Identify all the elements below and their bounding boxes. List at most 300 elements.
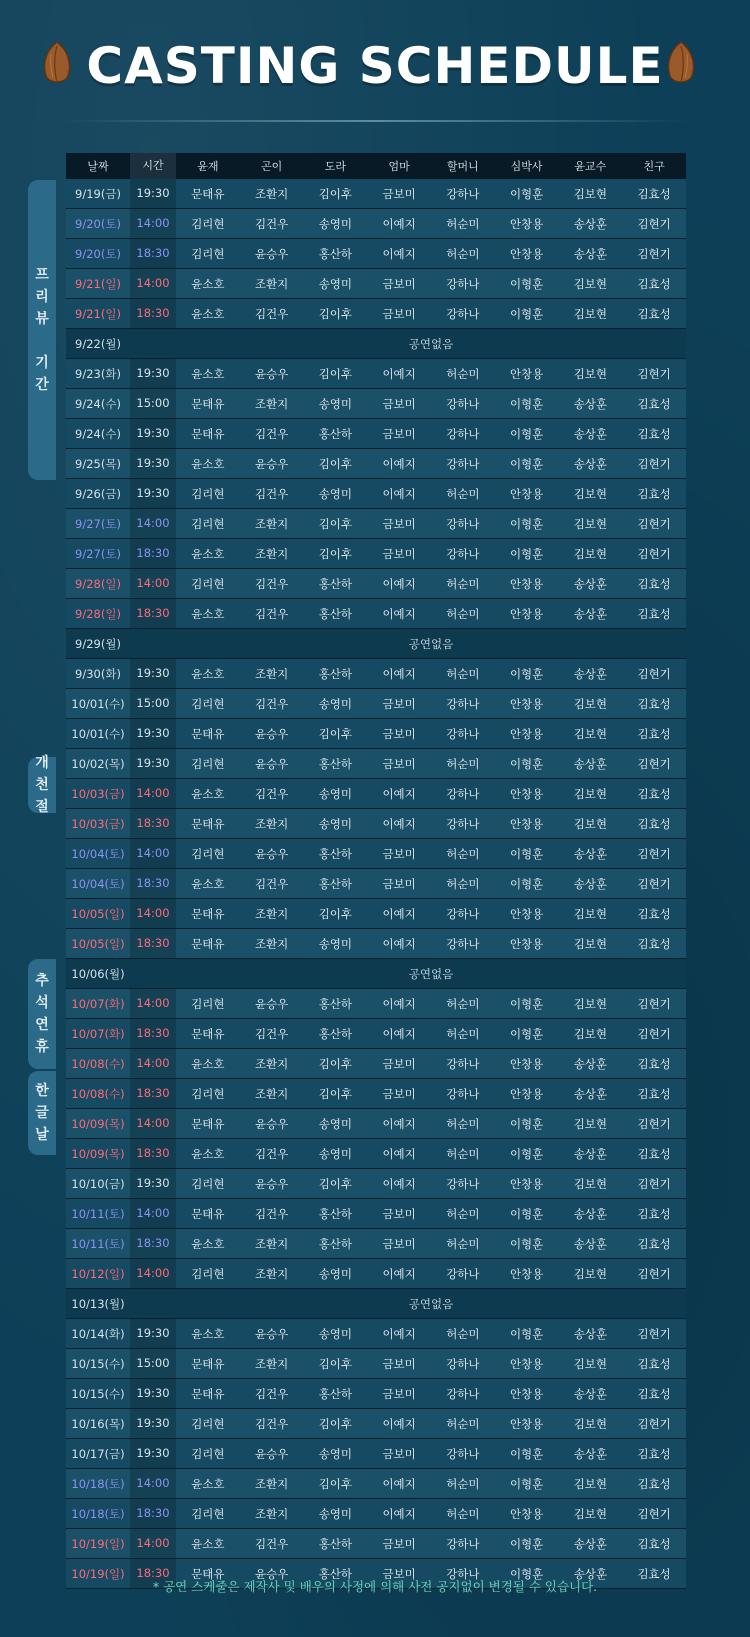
cast-cell: 김현기 [637,876,671,891]
period-label-char: 한 [35,1083,49,1099]
date-cell: 9/20(토) [75,246,121,261]
cast-cell: 강하나 [446,1056,480,1071]
time-cell: 18:30 [130,239,176,268]
cast-cell: 송영미 [318,1266,353,1281]
cast-cell: 송상훈 [573,576,608,591]
date-cell: 10/09(목) [71,1116,125,1131]
cast-cell: 조환지 [254,816,289,831]
table-row [66,1049,686,1079]
no-show-label: 공연없음 [408,336,454,351]
cast-cell: 송영미 [318,786,353,801]
table-row [66,1349,686,1379]
cast-cell: 이형훈 [509,186,544,201]
divider [60,120,690,122]
cast-cell: 금보미 [382,846,416,861]
cast-cell: 강하나 [446,906,480,921]
period-label-char: 간 [35,377,49,393]
cast-cell: 김보현 [573,1416,608,1431]
cast-cell: 허순미 [446,846,480,861]
cast-cell: 이형훈 [509,846,544,861]
cast-cell: 금보미 [382,396,416,411]
cast-cell: 김보현 [573,366,608,381]
date-cell: 9/22(월) [75,336,121,351]
cast-cell: 홍산하 [318,606,353,621]
period-label-char: 절 [35,799,49,815]
time-cell [130,959,176,988]
cast-cell: 송영미 [318,1506,353,1521]
cast-cell: 김건우 [254,876,289,891]
almond-icon [664,40,698,88]
cast-cell: 김이후 [318,1356,353,1371]
cast-cell: 이예지 [382,816,416,831]
time-cell: 19:30 [130,1379,176,1408]
time-cell: 14:00 [130,209,176,238]
header [0,30,750,102]
cast-cell: 안창용 [509,1056,544,1071]
cast-cell: 이예지 [382,1326,416,1341]
cast-cell: 강하나 [446,816,480,831]
cast-cell: 금보미 [382,1236,416,1251]
cast-cell: 김리현 [191,486,225,501]
time-cell: 18:30 [130,1229,176,1258]
table-row [66,1109,686,1139]
cast-cell: 윤소호 [191,1476,225,1491]
cast-cell: 문태유 [191,396,225,411]
cast-cell: 이형훈 [509,756,544,771]
time-cell: 14:00 [130,1199,176,1228]
cast-cell: 조환지 [254,546,289,561]
date-cell: 10/18(토) [71,1476,125,1491]
cast-cell: 송상훈 [573,1086,608,1101]
cast-cell: 강하나 [446,786,480,801]
time-cell: 14:00 [130,569,176,598]
table-row [66,539,686,569]
time-cell: 14:00 [130,899,176,928]
cast-cell: 김보현 [573,1026,608,1041]
table-row [66,1259,686,1289]
time-cell: 19:30 [130,179,176,208]
cast-cell: 허순미 [446,606,480,621]
cast-cell: 문태유 [191,1386,225,1401]
cast-cell: 김리현 [191,1176,225,1191]
table-row [66,419,686,449]
table-row [66,1499,686,1529]
cast-cell: 윤승우 [254,726,289,741]
cast-cell: 김보현 [573,906,608,921]
cast-cell: 윤승우 [254,756,289,771]
time-cell: 18:30 [130,1559,176,1588]
cast-cell: 안창용 [509,1386,544,1401]
date-cell: 9/28(일) [75,606,121,621]
cast-cell: 송영미 [318,1146,353,1161]
table-row [66,1379,686,1409]
cast-cell: 문태유 [191,1026,225,1041]
cast-cell: 이형훈 [509,1236,544,1251]
time-cell: 18:30 [130,869,176,898]
cast-cell: 윤소호 [191,366,225,381]
cast-cell: 홍산하 [318,576,353,591]
cast-cell: 김건우 [254,606,289,621]
cast-cell: 송상훈 [573,1386,608,1401]
cast-cell: 김리현 [191,216,225,231]
time-cell: 19:30 [130,719,176,748]
cast-cell: 안창용 [509,1176,544,1191]
time-cell: 19:30 [130,659,176,688]
cast-cell: 송상훈 [573,1446,608,1461]
cast-cell: 김보현 [573,516,608,531]
cast-cell: 김이후 [318,726,353,741]
cast-cell: 허순미 [446,1206,480,1221]
cast-cell: 이형훈 [509,1536,544,1551]
date-cell: 10/06(월) [71,966,125,981]
cast-cell: 문태유 [191,936,225,951]
cast-cell: 김건우 [254,696,289,711]
cast-cell: 김보현 [573,276,608,291]
cast-cell: 허순미 [446,1326,480,1341]
cast-cell: 김효성 [637,1356,671,1371]
cast-cell: 안창용 [509,786,544,801]
table-row [66,989,686,1019]
date-cell: 9/23(화) [75,366,121,381]
date-cell: 10/14(화) [71,1326,125,1341]
time-cell: 19:30 [130,1439,176,1468]
cast-cell: 김이후 [318,1416,353,1431]
date-cell: 10/19(일) [71,1536,125,1551]
cast-cell: 허순미 [446,366,480,381]
cast-cell: 김이후 [318,456,353,471]
cast-cell: 김리현 [191,696,225,711]
cast-cell: 금보미 [382,726,416,741]
cast-cell: 윤소호 [191,1146,225,1161]
cast-cell: 김보현 [573,996,608,1011]
date-cell: 10/07(화) [71,996,125,1011]
cast-cell: 김현기 [637,216,671,231]
table-row [66,839,686,869]
cast-cell: 강하나 [446,1086,480,1101]
cast-cell: 김현기 [637,516,671,531]
date-cell: 10/03(금) [71,786,125,801]
period-label-char: 휴 [35,1039,49,1055]
table-row [66,1019,686,1049]
cast-cell: 이예지 [382,576,416,591]
date-cell: 10/10(금) [71,1176,125,1191]
date-cell: 10/02(목) [71,756,125,771]
cast-cell: 김현기 [637,1506,671,1521]
cast-cell: 조환지 [254,1476,289,1491]
cast-cell: 송상훈 [573,1056,608,1071]
time-cell: 18:30 [130,929,176,958]
period-label-char: 뷰 [35,311,49,327]
cast-cell: 금보미 [382,1386,416,1401]
cast-cell: 김효성 [637,396,671,411]
cast-cell: 송상훈 [573,426,608,441]
period-label-char: 리 [35,289,49,305]
cast-cell: 김보현 [573,306,608,321]
cast-cell: 김리현 [191,1506,225,1521]
date-cell: 10/08(수) [71,1086,125,1101]
cast-cell: 김보현 [573,936,608,951]
cast-cell: 김건우 [254,1416,289,1431]
cast-cell: 금보미 [382,1086,416,1101]
cast-cell: 조환지 [254,1056,289,1071]
period-label-char: 석 [35,995,49,1011]
cast-cell: 김건우 [254,1536,289,1551]
table-row [66,1469,686,1499]
header-role: 윤재 [197,160,219,173]
cast-cell: 김이후 [318,1056,353,1071]
cast-cell: 윤소호 [191,456,225,471]
cast-cell: 조환지 [254,936,289,951]
cast-cell: 강하나 [446,696,480,711]
cast-cell: 안창용 [509,216,544,231]
cast-cell: 강하나 [446,936,480,951]
cast-cell: 안창용 [509,936,544,951]
cast-cell: 김효성 [637,786,671,801]
cast-cell: 안창용 [509,696,544,711]
table-header [66,153,686,179]
time-cell: 14:00 [130,989,176,1018]
cast-cell: 김효성 [637,1536,671,1551]
cast-cell: 홍산하 [318,1386,353,1401]
header-date: 날짜 [87,160,109,173]
cast-cell: 이형훈 [509,666,544,681]
cast-cell: 이형훈 [509,276,544,291]
cast-cell: 송영미 [318,1116,353,1131]
cast-cell: 김이후 [318,186,353,201]
cast-cell: 금보미 [382,1446,416,1461]
cast-cell: 조환지 [254,276,289,291]
period-label-char: 추 [35,973,49,989]
cast-cell: 안창용 [509,1356,544,1371]
cast-cell: 김리현 [191,756,225,771]
cast-cell: 김효성 [637,816,671,831]
time-cell: 19:30 [130,359,176,388]
period-label [28,959,56,1069]
time-cell: 19:30 [130,1409,176,1438]
date-cell: 9/25(목) [75,456,121,471]
cast-cell: 송상훈 [573,1326,608,1341]
cast-cell: 김효성 [637,1056,671,1071]
table-row [66,1529,686,1559]
table-row [66,749,686,779]
time-cell: 14:00 [130,1259,176,1288]
time-cell: 15:00 [130,689,176,718]
cast-cell: 홍산하 [318,1026,353,1041]
cast-cell: 안창용 [509,1416,544,1431]
cast-cell: 조환지 [254,666,289,681]
time-cell: 14:00 [130,1469,176,1498]
table-row [66,1289,686,1319]
cast-cell: 윤승우 [254,1326,289,1341]
time-cell: 18:30 [130,809,176,838]
cast-cell: 송영미 [318,816,353,831]
period-label-char: 천 [35,777,49,793]
cast-cell: 이형훈 [509,996,544,1011]
date-cell: 10/13(월) [71,1296,125,1311]
cast-cell: 조환지 [254,1266,289,1281]
time-cell: 14:00 [130,839,176,868]
cast-cell: 김현기 [637,1266,671,1281]
cast-cell: 김건우 [254,486,289,501]
cast-cell: 강하나 [446,276,480,291]
time-cell: 19:30 [130,749,176,778]
cast-cell: 안창용 [509,366,544,381]
table-row [66,1409,686,1439]
cast-cell: 김보현 [573,546,608,561]
cast-cell: 강하나 [446,426,480,441]
cast-cell: 김현기 [637,366,671,381]
cast-cell: 송영미 [318,936,353,951]
cast-cell: 김효성 [637,1386,671,1401]
cast-cell: 윤소호 [191,786,225,801]
cast-cell: 조환지 [254,516,289,531]
cast-cell: 김이후 [318,366,353,381]
cast-cell: 이형훈 [509,516,544,531]
cast-cell: 윤승우 [254,246,289,261]
table-row [66,929,686,959]
cast-cell: 송상훈 [573,606,608,621]
table-row [66,1199,686,1229]
cast-cell: 이예지 [382,246,416,261]
cast-cell: 이예지 [382,1416,416,1431]
cast-cell: 김건우 [254,426,289,441]
time-cell: 14:00 [130,1529,176,1558]
date-cell: 10/09(목) [71,1146,125,1161]
cast-cell: 송상훈 [573,756,608,771]
cast-cell: 홍산하 [318,876,353,891]
cast-cell: 김건우 [254,786,289,801]
cast-cell: 김보현 [573,696,608,711]
cast-cell: 김현기 [637,1116,671,1131]
cast-cell: 강하나 [446,396,480,411]
cast-cell: 김효성 [637,1476,671,1491]
header-role: 윤교수 [574,160,607,173]
cast-cell: 안창용 [509,726,544,741]
cast-cell: 송상훈 [573,396,608,411]
date-cell: 9/24(수) [75,426,121,441]
date-cell: 10/05(일) [71,906,125,921]
cast-cell: 문태유 [191,816,225,831]
table-body [66,179,686,1589]
cast-cell: 금보미 [382,756,416,771]
cast-cell: 송영미 [318,396,353,411]
date-cell: 9/21(일) [75,276,121,291]
cast-cell: 김리현 [191,576,225,591]
cast-cell: 금보미 [382,876,416,891]
cast-cell: 허순미 [446,666,480,681]
cast-cell: 이형훈 [509,456,544,471]
cast-cell: 안창용 [509,906,544,921]
table-row [66,209,686,239]
table-row [66,659,686,689]
cast-cell: 김보현 [573,486,608,501]
cast-cell: 금보미 [382,696,416,711]
cast-cell: 이형훈 [509,546,544,561]
cast-cell: 송상훈 [573,1206,608,1221]
period-label [28,180,56,480]
cast-cell: 이예지 [382,366,416,381]
cast-cell: 송상훈 [573,456,608,471]
header-role: 친구 [643,160,665,173]
cast-cell: 김현기 [637,1026,671,1041]
cast-cell: 윤승우 [254,1116,289,1131]
cast-cell: 문태유 [191,1206,225,1221]
time-cell: 14:00 [130,509,176,538]
cast-cell: 강하나 [446,726,480,741]
time-cell: 19:30 [130,479,176,508]
cast-cell: 윤소호 [191,1056,225,1071]
cast-cell: 김현기 [637,666,671,681]
time-cell: 19:30 [130,419,176,448]
cast-cell: 김현기 [637,456,671,471]
cast-cell: 김효성 [637,1206,671,1221]
date-cell: 10/18(토) [71,1506,125,1521]
cast-cell: 금보미 [382,1206,416,1221]
cast-cell: 김효성 [637,186,671,201]
table-row [66,239,686,269]
time-cell: 18:30 [130,1079,176,1108]
date-cell: 10/07(화) [71,1026,125,1041]
cast-cell: 김효성 [637,576,671,591]
cast-cell: 강하나 [446,1356,480,1371]
cast-cell: 허순미 [446,1146,480,1161]
cast-cell: 금보미 [382,426,416,441]
cast-cell: 조환지 [254,1356,289,1371]
date-cell: 9/20(토) [75,216,121,231]
table-row [66,329,686,359]
cast-cell: 김현기 [637,756,671,771]
cast-cell: 이형훈 [509,1206,544,1221]
table-row [66,1079,686,1109]
table-row [66,179,686,209]
cast-cell: 김효성 [637,726,671,741]
cast-cell: 송상훈 [573,1536,608,1551]
cast-cell: 이형훈 [509,396,544,411]
cast-cell: 김리현 [191,246,225,261]
time-cell: 18:30 [130,539,176,568]
period-label-char: 개 [35,755,49,771]
cast-cell: 김보현 [573,186,608,201]
cast-cell: 강하나 [446,1176,480,1191]
cast-cell: 김보현 [573,1116,608,1131]
period-label [28,1071,56,1155]
header-role: 엄마 [388,160,410,173]
cast-cell: 윤승우 [254,1446,289,1461]
cast-cell: 조환지 [254,1236,289,1251]
cast-cell: 조환지 [254,186,289,201]
time-cell: 18:30 [130,1019,176,1048]
cast-cell: 김효성 [637,426,671,441]
cast-cell: 금보미 [382,276,416,291]
table-row [66,809,686,839]
cast-cell: 조환지 [254,396,289,411]
table-row [66,359,686,389]
date-cell: 10/12(일) [71,1266,125,1281]
table-row [66,299,686,329]
cast-cell: 송상훈 [573,1236,608,1251]
cast-cell: 허순미 [446,1416,480,1431]
cast-cell: 이예지 [382,216,416,231]
cast-cell: 이예지 [382,1026,416,1041]
cast-cell: 조환지 [254,1506,289,1521]
cast-cell: 이예지 [382,786,416,801]
cast-cell: 이예지 [382,1266,416,1281]
cast-cell: 허순미 [446,1026,480,1041]
cast-cell: 김효성 [637,1236,671,1251]
cast-cell: 강하나 [446,1266,480,1281]
date-cell: 9/27(토) [75,546,121,561]
time-cell: 18:30 [130,1139,176,1168]
